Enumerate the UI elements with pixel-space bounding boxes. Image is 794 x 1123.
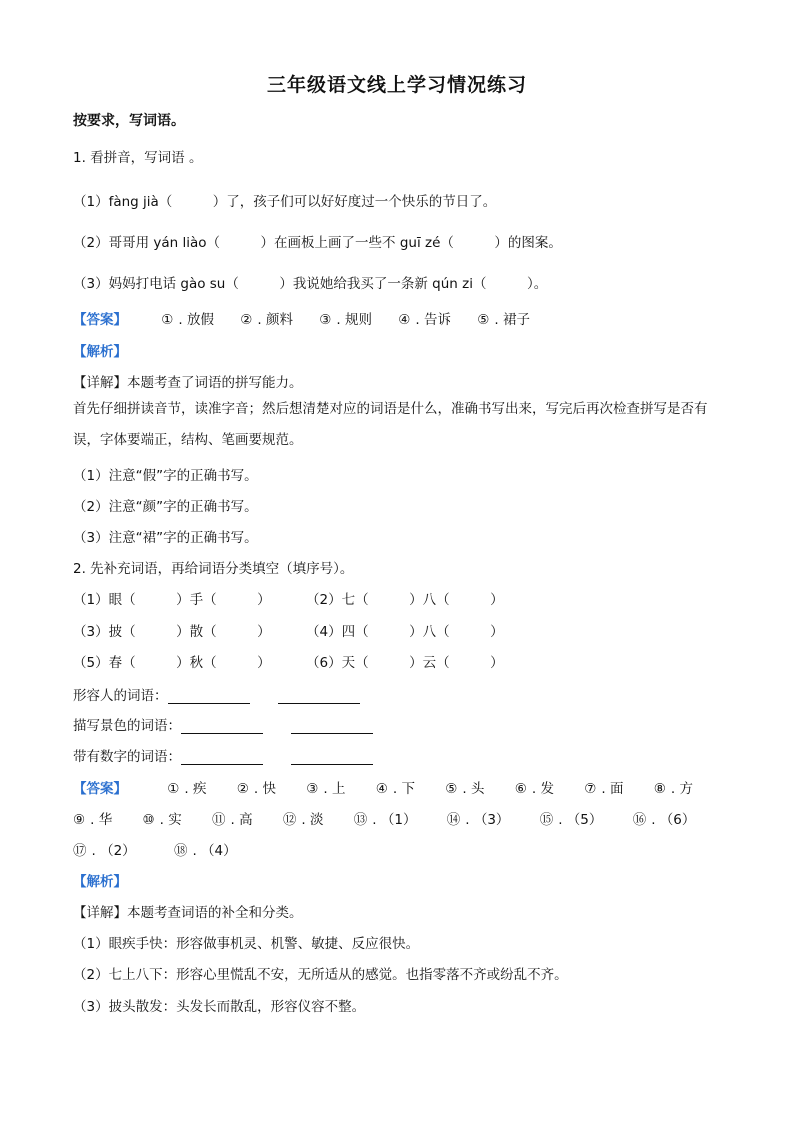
answer-tag: 【答案】 bbox=[73, 312, 127, 328]
q1-item-3: （3）妈妈打电话 gào su（ ）我说她给我买了一条新 qún zi（ ）。 bbox=[73, 276, 548, 292]
answer-blank[interactable] bbox=[278, 688, 360, 704]
q2-stem: 2. 先补充词语，再给词语分类填空（填序号）。 bbox=[73, 561, 354, 577]
answer-blank[interactable] bbox=[168, 688, 250, 704]
answer-item: ⑤ . 裙子 bbox=[477, 312, 530, 328]
detail-text: 【详解】本题考查了词语的拼写能力。 bbox=[73, 375, 303, 391]
answer-item: ⑦ . 面 bbox=[584, 781, 624, 797]
answer-blank[interactable] bbox=[181, 749, 263, 765]
answer-item: ⑧ . 方 bbox=[653, 781, 693, 797]
analysis-tag: 【解析】 bbox=[73, 874, 127, 890]
answer-item: ② . 颜料 bbox=[240, 312, 293, 328]
answer-tag: 【答案】 bbox=[73, 781, 127, 797]
fill-line-scenery bbox=[73, 714, 373, 734]
answer-blank[interactable] bbox=[291, 718, 373, 734]
answer-item: ⑩ . 实 bbox=[142, 812, 182, 828]
fill-line-numbers bbox=[73, 745, 373, 765]
answer-item: ③ . 上 bbox=[306, 781, 346, 797]
answer-item: ④ . 告诉 bbox=[398, 312, 451, 328]
grid-cell: （2）七（ ）八（ ） bbox=[306, 592, 504, 608]
grid-cell: （3）披（ ）散（ ） bbox=[73, 624, 271, 640]
q1-item-1: （1）fàng jià（ ）了，孩子们可以好好度过一个快乐的节日了。 bbox=[73, 194, 497, 210]
answer-blank[interactable] bbox=[291, 749, 373, 765]
answer-item: ⑫ . 淡 bbox=[282, 812, 324, 828]
fill-line-people bbox=[73, 684, 360, 704]
note-1: （1）眼疾手快：形容做事机灵、机警、敏捷、反应很快。 bbox=[73, 936, 420, 952]
q2-answer-row-2 bbox=[73, 808, 695, 828]
section-heading: 按要求，写词语。 bbox=[73, 113, 185, 129]
note-3: （3）披头散发：头发长而散乱，形容仪容不整。 bbox=[73, 999, 366, 1015]
answer-item: ⑯ . （6） bbox=[632, 812, 696, 828]
note-2: （2）注意“颜”字的正确书写。 bbox=[73, 499, 258, 515]
answer-item: ① . 疾 bbox=[167, 781, 207, 797]
answer-item: ⑨ . 华 bbox=[73, 812, 113, 828]
grid-cell: （6）天（ ）云（ ） bbox=[306, 655, 504, 671]
q1-answer-row bbox=[73, 308, 552, 328]
answer-item: ⑤ . 头 bbox=[445, 781, 485, 797]
q2-answer-row-3 bbox=[73, 839, 259, 859]
answer-blank[interactable] bbox=[181, 718, 263, 734]
answer-item: ⑬ . （1） bbox=[353, 812, 417, 828]
fill-label: 带有数字的词语： bbox=[73, 749, 181, 765]
q2-answer-row-1 bbox=[73, 777, 693, 797]
q1-stem: 1. 看拼音，写词语 。 bbox=[73, 150, 203, 166]
fill-label: 形容人的词语： bbox=[73, 688, 168, 704]
answer-item: ⑪ . 高 bbox=[212, 812, 253, 828]
answer-item: ⑭ . （3） bbox=[446, 812, 510, 828]
note-2: （2）七上八下：形容心里慌乱不安，无所适从的感觉。也指零落不齐或纷乱不齐。 bbox=[73, 967, 568, 983]
fill-label: 描写景色的词语： bbox=[73, 718, 181, 734]
note-1: （1）注意“假”字的正确书写。 bbox=[73, 468, 258, 484]
page-title: 三年级语文线上学习情况练习 bbox=[266, 74, 527, 96]
grid-cell: （5）春（ ）秋（ ） bbox=[73, 655, 271, 671]
note-3: （3）注意“裙”字的正确书写。 bbox=[73, 530, 258, 546]
answer-item: ⑱ . （4） bbox=[173, 843, 237, 859]
answer-item: ① . 放假 bbox=[161, 312, 214, 328]
answer-item: ③ . 规则 bbox=[319, 312, 372, 328]
answer-item: ② . 快 bbox=[236, 781, 276, 797]
q1-item-2: （2）哥哥用 yán liào（ ）在画板上画了一些不 guī zé（ ）的图案。 bbox=[73, 235, 562, 251]
analysis-tag: 【解析】 bbox=[73, 344, 127, 360]
grid-cell: （4）四（ ）八（ ） bbox=[306, 624, 504, 640]
answer-item: ⑮ . （5） bbox=[539, 812, 603, 828]
explanation-paragraph: 首先仔细拼读音节，读准字音；然后想清楚对应的词语是什么，准确书写出来，写完后再次检查拼写是否有误，字体要端正，结构、笔画要规范。 bbox=[73, 401, 708, 448]
detail-text: 【详解】本题考查词语的补全和分类。 bbox=[73, 905, 303, 921]
answer-item: ④ . 下 bbox=[375, 781, 415, 797]
answer-item: ⑥ . 发 bbox=[514, 781, 554, 797]
grid-cell: （1）眼（ ）手（ ） bbox=[73, 592, 271, 608]
answer-item: ⑰ . （2） bbox=[73, 843, 136, 859]
